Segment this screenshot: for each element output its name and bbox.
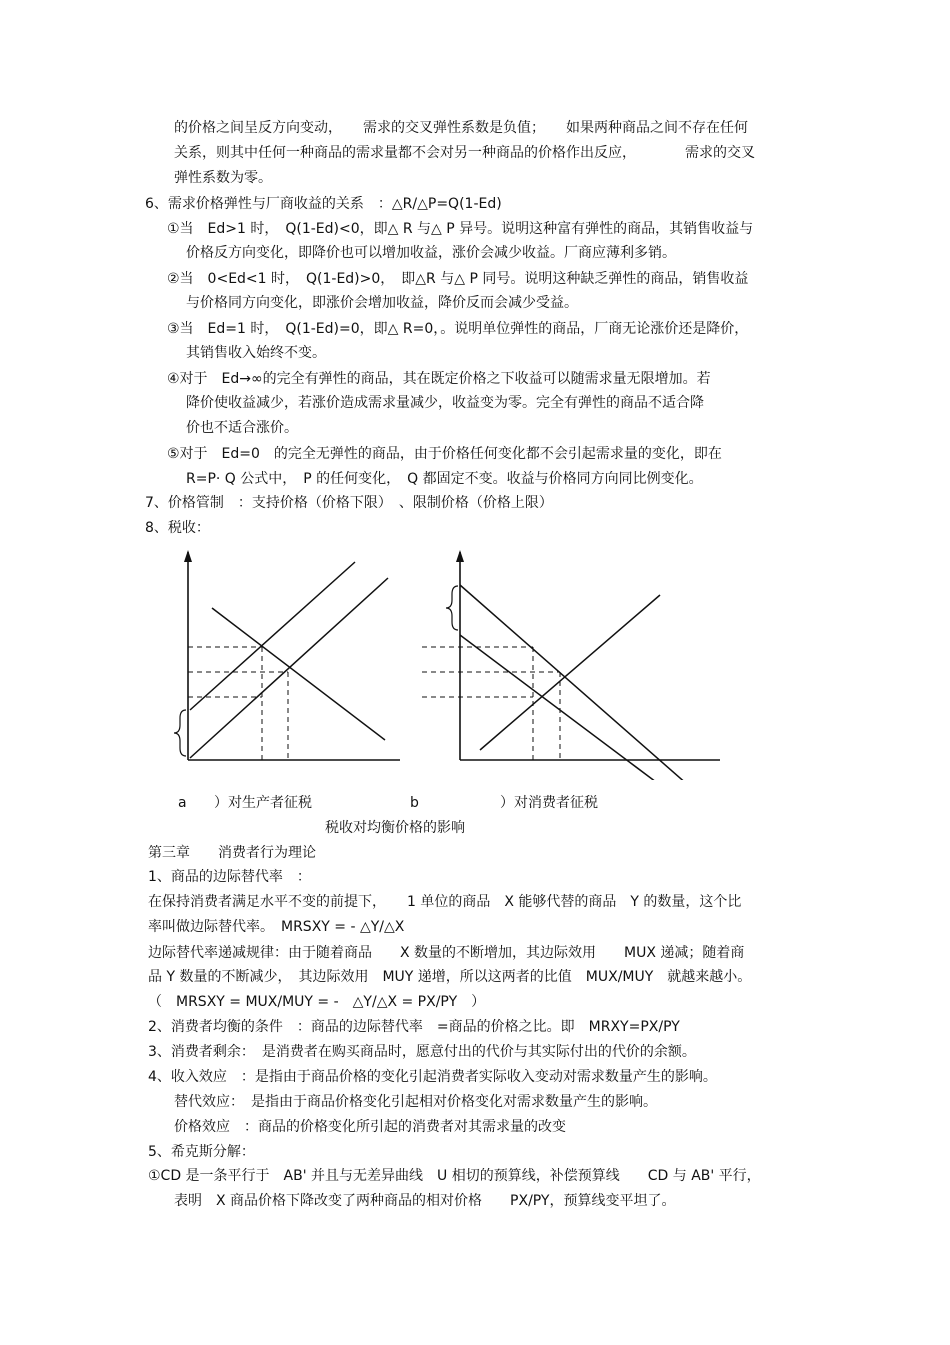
text-line: 率叫做边际替代率。 MRSXY = - △Y/△X <box>148 919 405 935</box>
text-line: 边际替代率递减规律：由于随着商品 X 数量的不断增加，其边际效用 MUX 递减；随着商 <box>148 945 745 961</box>
y-axis-arrow <box>456 550 464 562</box>
section-heading: 4、收入效应 ：是指由于商品价格的变化引起消费者实际收入变动对需求数量产生的影响。 <box>148 1069 717 1085</box>
section-heading: 6、需求价格弹性与厂商收益的关系 ：△R/△P=Q(1-Ed) <box>145 196 502 212</box>
section-heading: 7、价格管制 ：支持价格（价格下限） 、限制价格（价格上限） <box>145 495 553 511</box>
text-line: ②当 0<Ed<1 时， Q(1-Ed)>0， 即△R 与△ P 同号。说明这种缺乏弹性的商品，销售收益 <box>167 271 749 287</box>
y-axis-arrow <box>184 550 192 562</box>
text-line: 价也不适合涨价。 <box>186 420 298 436</box>
tax-brace <box>174 710 186 756</box>
text-line: 其销售收入始终不变。 <box>186 345 326 361</box>
demand-curve-original <box>460 585 688 780</box>
section-heading: 2、消费者均衡的条件 ：商品的边际替代率 =商品的价格之比。即 MRXY=PX/PY <box>148 1019 680 1035</box>
text-line: ④对于 Ed→∞的完全有弹性的商品，其在既定价格之下收益可以随需求量无限增加。若 <box>167 371 711 387</box>
section-heading: 3、消费者剩余： 是消费者在购买商品时，愿意付出的代价与其实际付出的代价的余额。 <box>148 1044 696 1060</box>
text-line: 与价格同方向变化，即涨价会增加收益，降价反而会减少受益。 <box>186 295 578 311</box>
section-heading: 1、商品的边际替代率 ： <box>148 869 311 885</box>
text-line: R=P· Q 公式中， P 的任何变化， Q 都固定不变。收益与价格同方向同比例变化。 <box>186 471 703 487</box>
supply-curve-taxed <box>190 562 355 710</box>
demand-curve-taxed <box>460 635 660 780</box>
text-line: 的价格之间呈反方向变动， 需求的交叉弹性系数是负值； 如果两种商品之间不存在任何 <box>174 120 748 136</box>
section-heading: 8、税收： <box>145 520 210 536</box>
text-line: ⑤对于 Ed=0 的完全无弹性的商品，由于价格任何变化都不会引起需求量的变化，即在 <box>167 446 722 462</box>
text-line: 品 Y 数量的不断减少， 其边际效用 MUY 递增，所以这两者的比值 MUX/MUY 就越来越小。 <box>148 969 752 985</box>
text-line: 表明 X 商品价格下降改变了两种商品的相对价格 PX/PY，预算线变平坦了。 <box>174 1193 676 1209</box>
tax-brace <box>446 586 458 630</box>
text-line: 关系，则其中任何一种商品的需求量都不会对另一种商品的价格作出反应， 需求的交叉 <box>174 145 755 161</box>
formula-line: （ MRSXY = MUX/MUY = - △Y/△X = PX/PY ） <box>148 994 486 1010</box>
supply-curve-original <box>190 578 388 758</box>
text-line: 在保持消费者满足水平不变的前提下， 1 单位的商品 X 能够代替的商品 Y 的数量，这个比 <box>148 894 742 910</box>
caption-b-text: ）对消费者征税 <box>500 795 598 811</box>
text-line: 弹性系数为零。 <box>174 170 272 186</box>
figure-title: 税收对均衡价格的影响 <box>325 820 465 836</box>
section-heading: 5、希克斯分解： <box>148 1144 255 1160</box>
demand-curve <box>212 608 385 740</box>
diagram-producer-tax <box>160 540 410 780</box>
text-line: 替代效应： 是指由于商品价格变化引起相对价格变化对需求数量产生的影响。 <box>174 1094 657 1110</box>
text-line: ①当 Ed>1 时， Q(1-Ed)<0，即△ R 与△ P 异号。说明这种富有弹性的商品，其销售收益与 <box>167 221 754 237</box>
chapter-title: 第三章 消费者行为理论 <box>148 845 316 861</box>
text-line: ①CD 是一条平行于 AB' 并且与无差异曲线 U 相切的预算线，补偿预算线 CD 与 AB' 平行， <box>148 1168 761 1184</box>
caption-a-label: a <box>178 795 187 811</box>
text-line: 价格反方向变化，即降价也可以增加收益，涨价会减少收益。厂商应薄利多销。 <box>186 245 676 261</box>
diagram-consumer-tax <box>420 540 730 780</box>
text-line: ③当 Ed=1 时， Q(1-Ed)=0，即△ R=0，。说明单位弹性的商品，厂商无论涨价还是降价， <box>167 321 749 337</box>
caption-b-label: b <box>410 795 419 811</box>
text-line: 价格效应 ：商品的价格变化所引起的消费者对其需求量的改变 <box>174 1119 566 1135</box>
caption-a-text: ）对生产者征税 <box>214 795 312 811</box>
text-line: 降价使收益减少，若涨价造成需求量减少，收益变为零。完全有弹性的商品不适合降 <box>186 395 704 411</box>
